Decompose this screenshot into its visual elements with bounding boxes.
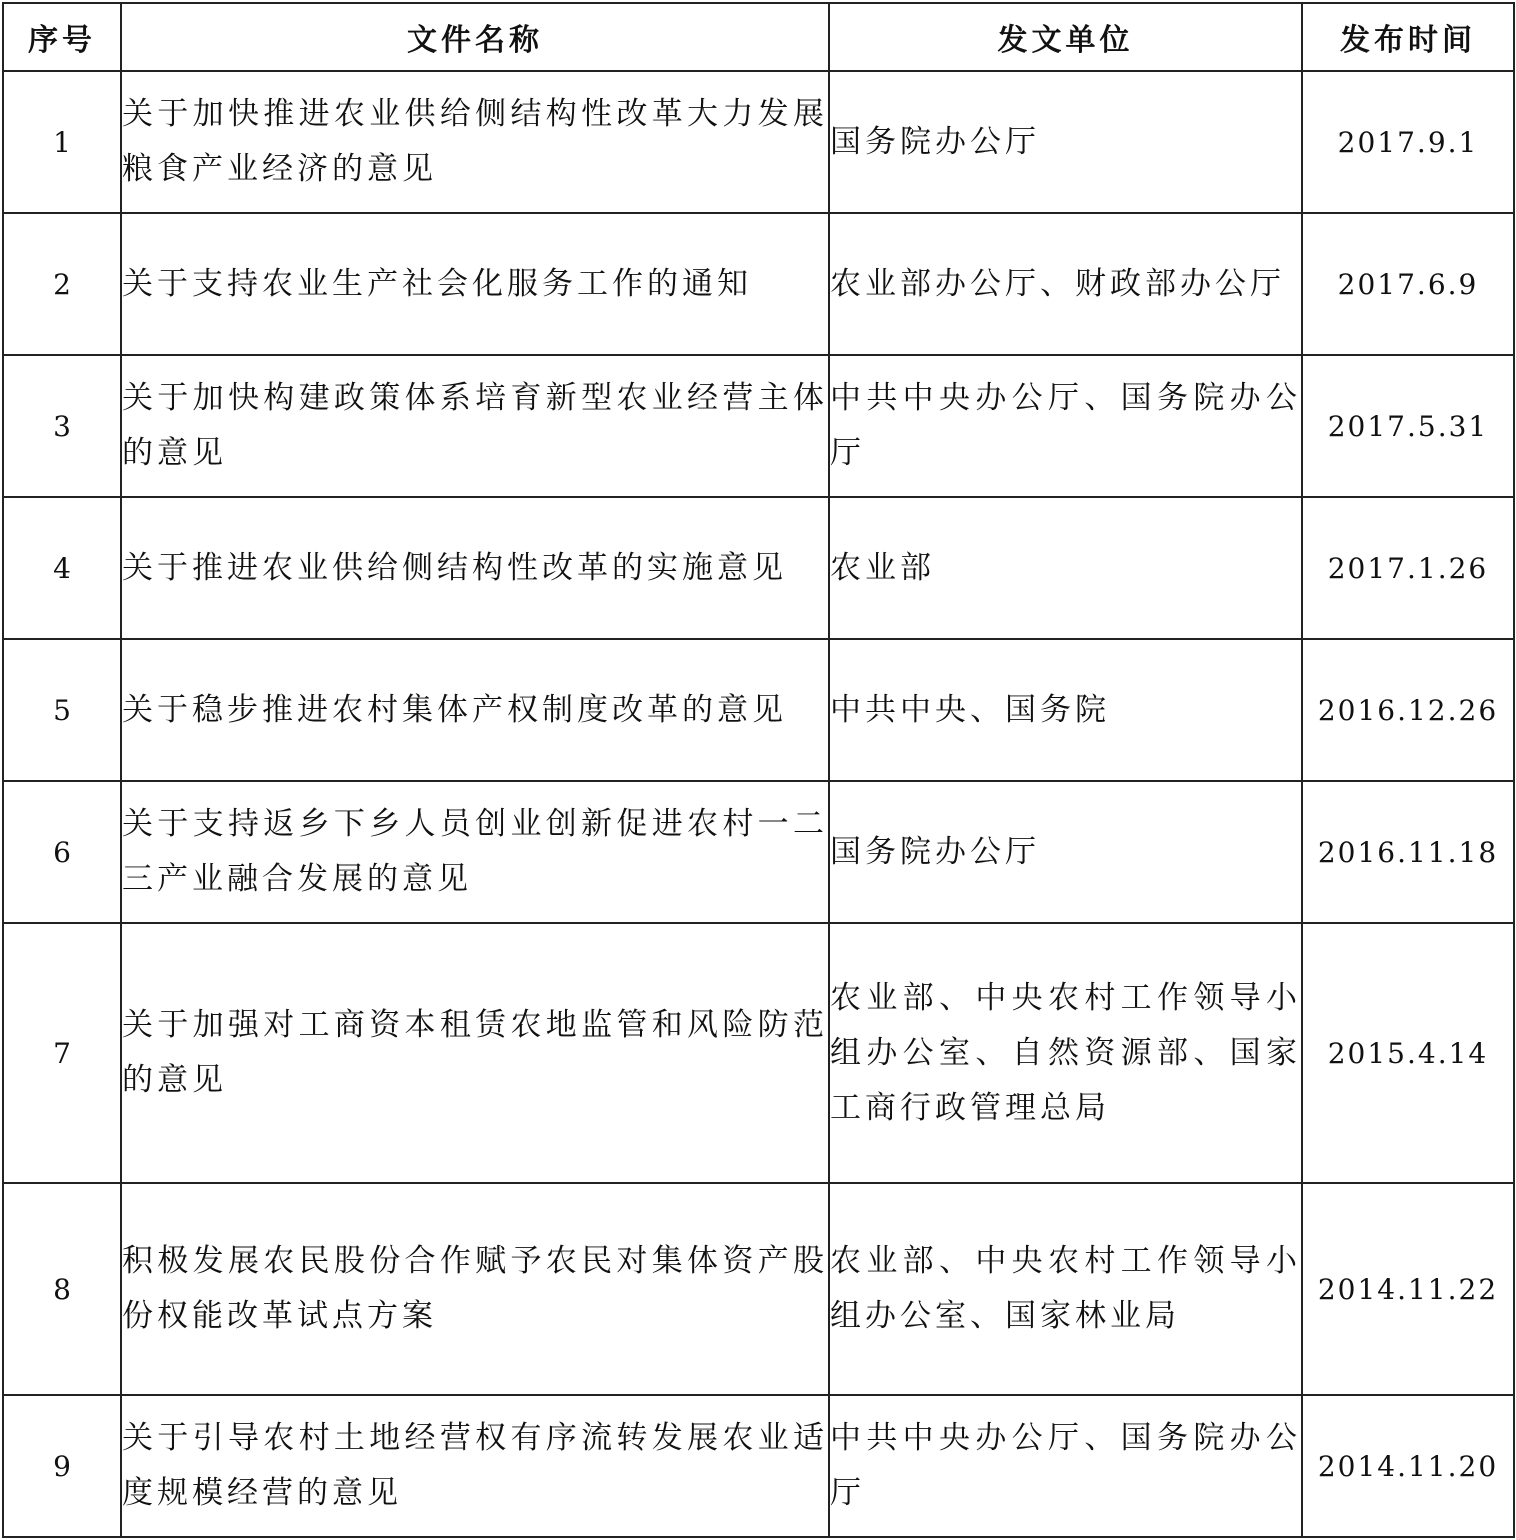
row-issuing-unit: 农业部、中央农村工作领导小组办公室、自然资源部、国家工商行政管理总局 (829, 923, 1302, 1183)
row-release-date: 2014.11.22 (1302, 1183, 1514, 1395)
row-issuing-unit: 中共中央办公厅、国务院办公厅 (829, 355, 1302, 497)
table-row (3, 71, 1514, 213)
table-row (3, 497, 1514, 639)
row-issuing-unit: 中共中央办公厅、国务院办公厅 (829, 1395, 1302, 1537)
table-row (3, 1183, 1514, 1395)
header-release-date: 发布时间 (1302, 3, 1514, 71)
row-serial-number: 9 (3, 1395, 121, 1537)
table-row (3, 923, 1514, 1183)
table-body (3, 71, 1514, 1537)
row-release-date: 2015.4.14 (1302, 923, 1514, 1183)
row-document-title: 关于加强对工商资本租赁农地监管和风险防范的意见 (121, 923, 829, 1183)
row-document-title: 关于支持农业生产社会化服务工作的通知 (121, 213, 829, 355)
policy-documents-table (2, 2, 1515, 1538)
row-serial-number: 4 (3, 497, 121, 639)
row-issuing-unit: 国务院办公厅 (829, 71, 1302, 213)
row-release-date: 2014.11.20 (1302, 1395, 1514, 1537)
row-issuing-unit: 农业部 (829, 497, 1302, 639)
row-document-title: 关于稳步推进农村集体产权制度改革的意见 (121, 639, 829, 781)
header-serial-number: 序号 (3, 3, 121, 71)
row-document-title: 积极发展农民股份合作赋予农民对集体资产股份权能改革试点方案 (121, 1183, 829, 1395)
row-serial-number: 8 (3, 1183, 121, 1395)
header-row (3, 3, 1514, 71)
table-row (3, 781, 1514, 923)
row-serial-number: 1 (3, 71, 121, 213)
row-issuing-unit: 国务院办公厅 (829, 781, 1302, 923)
row-release-date: 2017.9.1 (1302, 71, 1514, 213)
row-serial-number: 2 (3, 213, 121, 355)
row-release-date: 2016.12.26 (1302, 639, 1514, 781)
table-row (3, 639, 1514, 781)
row-document-title: 关于加快构建政策体系培育新型农业经营主体的意见 (121, 355, 829, 497)
header-issuing-unit: 发文单位 (829, 3, 1302, 71)
header-document-title: 文件名称 (121, 3, 829, 71)
row-release-date: 2017.5.31 (1302, 355, 1514, 497)
table-row (3, 213, 1514, 355)
row-release-date: 2016.11.18 (1302, 781, 1514, 923)
table-row (3, 355, 1514, 497)
row-document-title: 关于引导农村土地经营权有序流转发展农业适度规模经营的意见 (121, 1395, 829, 1537)
row-document-title: 关于推进农业供给侧结构性改革的实施意见 (121, 497, 829, 639)
row-serial-number: 6 (3, 781, 121, 923)
row-serial-number: 3 (3, 355, 121, 497)
row-release-date: 2017.1.26 (1302, 497, 1514, 639)
row-issuing-unit: 农业部办公厅、财政部办公厅 (829, 213, 1302, 355)
row-issuing-unit: 农业部、中央农村工作领导小组办公室、国家林业局 (829, 1183, 1302, 1395)
row-release-date: 2017.6.9 (1302, 213, 1514, 355)
table-row (3, 1395, 1514, 1537)
row-document-title: 关于支持返乡下乡人员创业创新促进农村一二三产业融合发展的意见 (121, 781, 829, 923)
table-header (3, 3, 1514, 71)
row-serial-number: 7 (3, 923, 121, 1183)
row-document-title: 关于加快推进农业供给侧结构性改革大力发展粮食产业经济的意见 (121, 71, 829, 213)
row-serial-number: 5 (3, 639, 121, 781)
row-issuing-unit: 中共中央、国务院 (829, 639, 1302, 781)
